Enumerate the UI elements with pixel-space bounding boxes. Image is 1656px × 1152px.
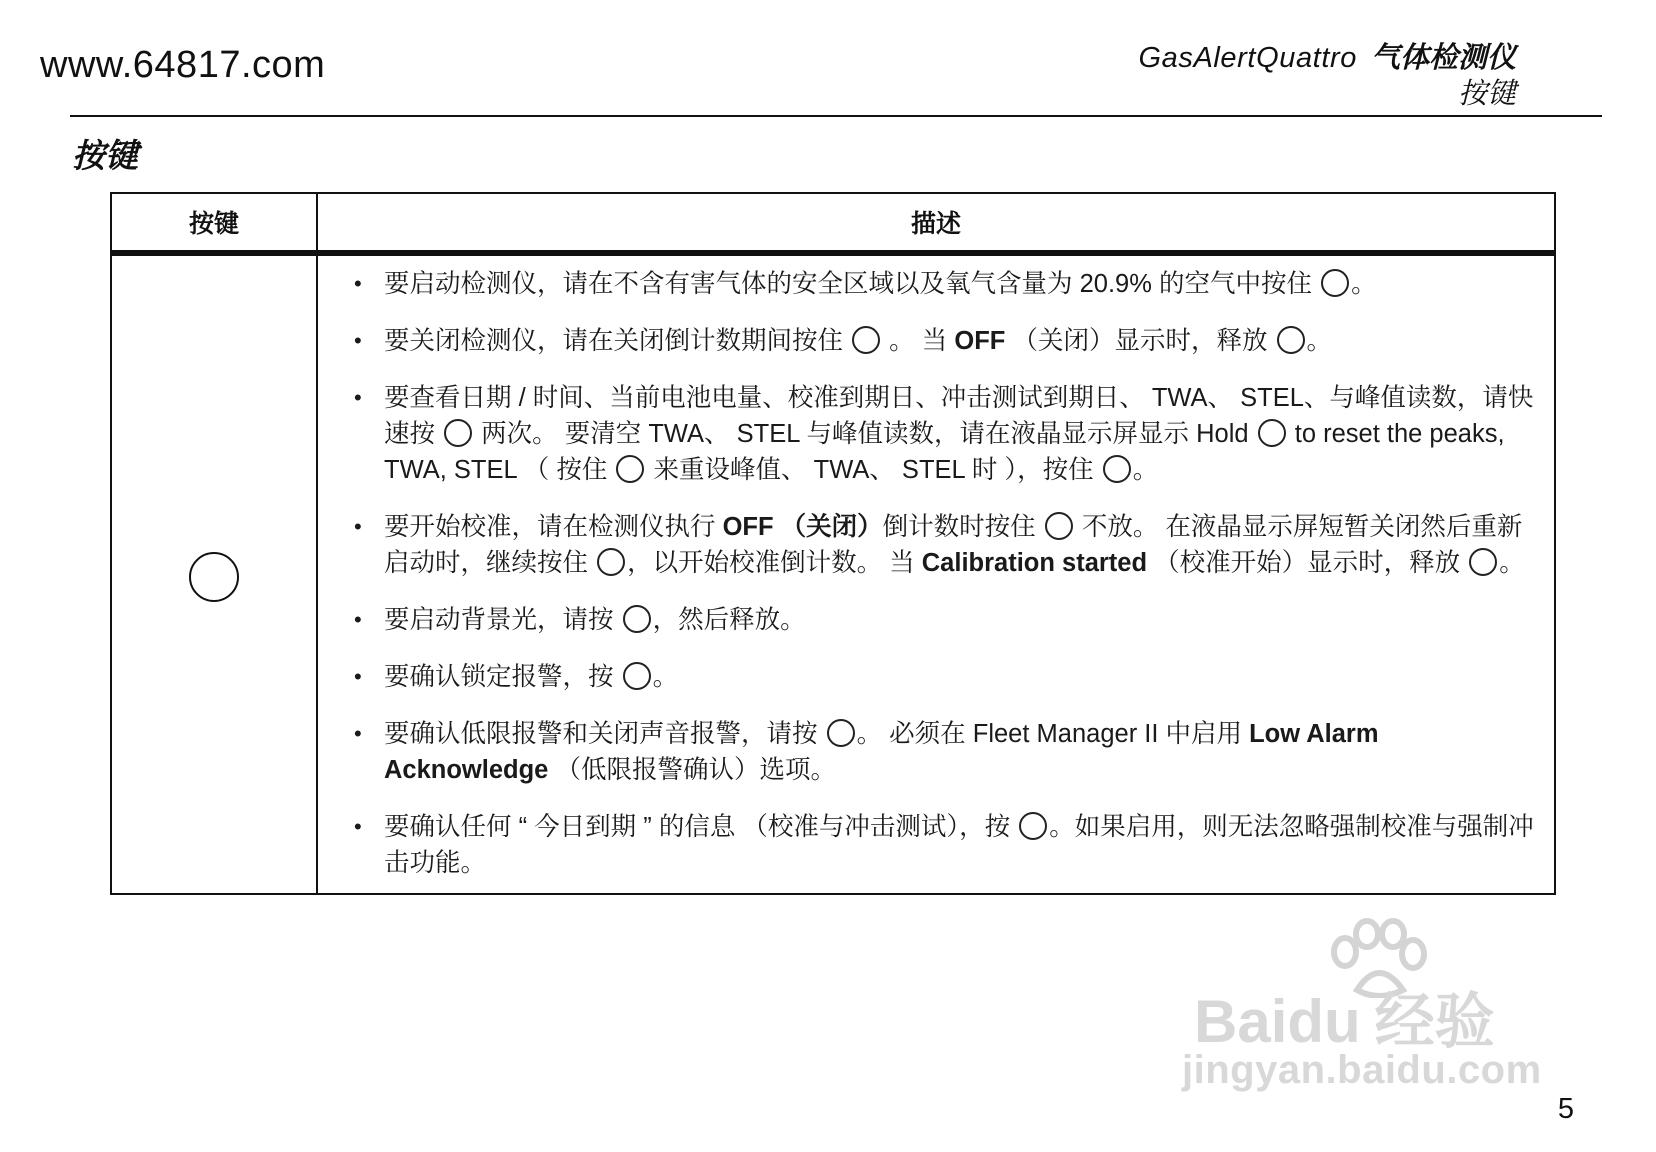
circle-button-icon: [1469, 548, 1497, 576]
description-cell: [317, 253, 1555, 894]
running-header-title-line: [1138, 40, 1516, 76]
description-text: 不放。 在液晶显示屏短暂关闭然后重新启动时，继续按住: [384, 513, 1523, 577]
description-text: 要启动背景光，请按: [384, 606, 621, 634]
description-text: 。 当: [882, 327, 955, 355]
bold-term: OFF: [954, 327, 1006, 355]
description-text: （关闭）显示时，释放: [1005, 327, 1275, 355]
description-text: （低限报警确认）选项。: [548, 756, 836, 784]
description-item: [354, 323, 1540, 359]
key-cell: [111, 253, 317, 894]
baidu-watermark: [1180, 918, 1580, 1098]
description-item: [354, 602, 1540, 638]
description-text: 。: [652, 663, 679, 691]
table-row: [111, 253, 1555, 894]
description-text: 两次。 要清空 TWA、 STEL 与峰值读数，请在液晶显示屏显示 Hold: [474, 420, 1256, 448]
description-item: [354, 716, 1540, 788]
description-text: 要确认锁定报警，按: [384, 663, 621, 691]
circle-button-icon: [827, 719, 855, 747]
description-text: 要确认任何 “ 今日到期 ” 的信息 （校准与冲击测试），按: [384, 813, 1018, 841]
header-rule: [70, 115, 1602, 117]
circle-button-icon: [1277, 326, 1305, 354]
keys-table: [110, 192, 1556, 895]
column-header-description: 描述: [317, 193, 1555, 253]
column-header-key: 按键: [111, 193, 317, 253]
description-text: ，然后释放。: [652, 606, 806, 634]
circle-button-icon: [1103, 455, 1131, 483]
description-item: [354, 509, 1540, 581]
circle-button-icon: [1258, 419, 1286, 447]
watermark-brand-cn: 经验: [1374, 988, 1495, 1055]
description-text: 。如果启用，则无法忽略强制校准与强制冲击功能。: [384, 813, 1534, 877]
description-text: 要开始校准，请在检测仪执行: [384, 513, 723, 541]
bold-term: Low Alarm Acknowledge: [384, 720, 1379, 784]
description-text: 要查看日期 / 时间、当前电池电量、校准到期日、冲击测试到期日、 TWA、 STEL、与峰值读数，请快速按: [384, 384, 1534, 448]
site-url: www.64817.com: [40, 44, 326, 86]
description-text: 要关闭检测仪，请在关闭倒计数期间按住: [384, 327, 851, 355]
watermark-url: jingyan.baidu.com: [1182, 1048, 1542, 1092]
circle-button-icon: [623, 605, 651, 633]
table-header-row: [111, 193, 1555, 253]
description-text: 要启动检测仪，请在不含有害气体的安全区域以及氧气含量为 20.9% 的空气中按住: [384, 270, 1320, 298]
circle-button-icon: [1019, 812, 1047, 840]
circle-button-icon: [189, 552, 239, 602]
description-list: [354, 266, 1540, 881]
description-text: 要确认低限报警和关闭声音报警，请按: [384, 720, 825, 748]
section-title: 按键: [72, 137, 138, 174]
product-name: GasAlertQuattro: [1138, 42, 1357, 74]
description-text: 。: [1351, 270, 1377, 298]
description-item: [354, 809, 1540, 881]
description-text: 。 必须在 Fleet Manager II 中启用: [856, 720, 1250, 748]
circle-button-icon: [444, 419, 472, 447]
description-text: 。: [1132, 456, 1159, 484]
bold-term: Calibration started: [921, 549, 1148, 577]
watermark-brand-text: Baidu: [1194, 988, 1361, 1055]
description-text: 倒计数时按住: [882, 513, 1043, 541]
running-header-section: 按键: [1457, 78, 1516, 110]
circle-button-icon: [623, 662, 651, 690]
description-text: 。: [1306, 327, 1333, 355]
description-item: [354, 380, 1540, 488]
circle-button-icon: [616, 455, 644, 483]
description-text: 。: [1499, 549, 1525, 577]
running-header: [1138, 40, 1516, 112]
page-number: 5: [1557, 1093, 1574, 1125]
description-item: [354, 266, 1540, 302]
product-name-cn: 气体检测仪: [1370, 42, 1516, 74]
description-text: （校准开始）显示时，释放: [1147, 549, 1468, 577]
description-text: 来重设峰值、 TWA、 STEL 时 ），按住: [646, 456, 1101, 484]
bold-term: OFF （关闭）: [722, 513, 883, 541]
description-text: ，以开始校准倒计数。 当: [627, 549, 922, 577]
description-text: to reset the peaks, TWA, STEL （ 按住: [384, 420, 1505, 484]
circle-button-icon: [1321, 269, 1349, 297]
description-item: [354, 659, 1540, 695]
circle-button-icon: [597, 548, 625, 576]
circle-button-icon: [852, 326, 880, 354]
circle-button-icon: [1045, 512, 1073, 540]
